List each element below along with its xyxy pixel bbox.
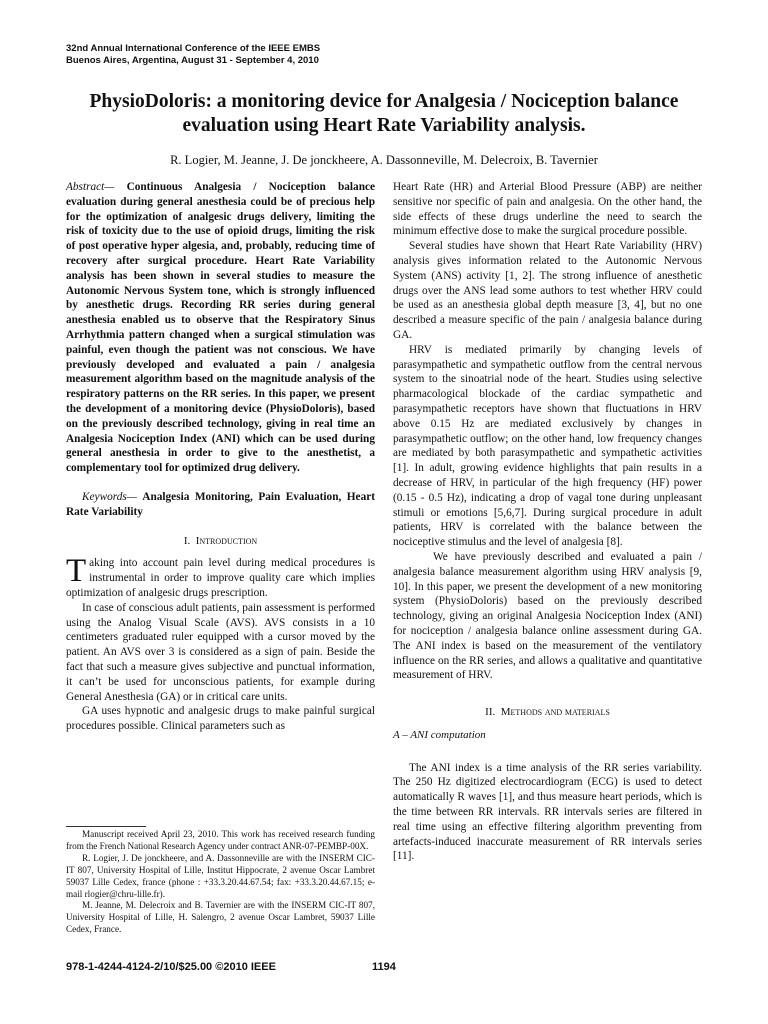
intro-paragraph-1 — [66, 553, 375, 600]
isbn-copyright: 978-1-4244-4124-2/10/$25.00 ©2010 IEEE — [66, 961, 276, 973]
right-paragraph-1: Heart Rate (HR) and Arterial Blood Pressure (ABP) are neither sensitive nor specific of pain and analgesia. On the other hand, the side effects of these drugs underline the need to search the minimum effective dose to make the surgical procedure possible. — [393, 181, 702, 238]
intro-paragraph-1-text: aking into account pain level during medical procedures is instrumental in order to improve quality care which implies optimization of analgesic drugs prescription. — [66, 557, 375, 599]
subsection-heading: A – ANI computation — [393, 728, 486, 741]
section-title: Methods and materials — [500, 706, 610, 719]
abstract — [66, 180, 375, 476]
abstract-text: Continuous Analgesia / Nociception balance evaluation during general anesthesia could be of precious help for the optimization of analgesic drugs delivery, limiting the risk of toxicity due to the use of opioid drugs, limiting the risk of post operative hyper algesia, and, probably, reducing time of recovery after surgical procedure. Heart Rate Variability analysis has been shown in several studies to measure the Autonomic Nervous System tone, which is strongly influenced by anesthetic drugs. Recording RR series during general anesthesia enabled us to observe that the Respiratory Sinus Arrhythmia pattern changed when a surgical stimulation was painful, even though the patient was not conscious. We have previously developed and evaluated a pain / analgesia measurement algorithm based on the magnitude analysis of the respiratory patterns on the RR series. In this paper, we present the development of a monitoring device (PhysioDoloris), based on the previously described technology, giving in real time an Analgesia Nociception Index (ANI) which can be used during general anesthesia in order to give to the anesthetist, a complementary tool for optimized drug delivery. — [66, 181, 376, 475]
title-line-2: evaluation using Heart Rate Variability analysis. — [182, 115, 586, 136]
intro-paragraph-3: GA uses hypnotic and analgesic drugs to make painful surgical procedures possible. Clinical parameters such as — [66, 705, 375, 733]
abstract-dash: — — [104, 181, 127, 193]
paper-title — [40, 90, 728, 138]
section-number: I. — [183, 534, 191, 547]
section-number: II. — [485, 706, 496, 719]
keywords-dash: — — [126, 490, 143, 503]
abstract-label: Abstract — [66, 181, 105, 193]
section-heading-introduction — [66, 534, 375, 549]
conference-header — [66, 43, 320, 66]
conference-name: 32nd Annual International Conference of the IEEE EMBS — [66, 43, 321, 54]
right-paragraph-3: HRV is mediated primarily by changing levels of parasympathetic and sympathetic outflow from the central nervous system to the sinoatrial node of the heart. Studies using selective pharmacological blockade of the cardiac sympathetic and parasympathetic receptors have shown that fluctuations in HRV above 0.15 Hz are mediated exclusively by changes in parasympathetic outflow; on the other hand, low frequency changes are mediated by both parasympathetic and sympathetic activities [1]. In adult, growing evidence highlights that pain results in a decrease of HRV, in particular of the high frequency (HF) power (0.15 - 0.5 Hz), indicating a drop of vagal tone during unpleasant stimuli or emotions [5,6,7]. During surgical procedure in adult patients, HRV is correlated with the balance between the nociceptive stimulus and the level of analgesia [8]. — [393, 343, 702, 549]
left-column — [66, 180, 375, 734]
keywords-text: Analgesia Monitoring, Pain Evaluation, Heart Rate Variability — [66, 490, 375, 518]
keywords-label: Keywords — [82, 490, 127, 503]
footnote-affiliation-1: R. Logier, J. De jonckheere, and A. Dassonneville are with the INSERM CIC-IT 807, University Hospital of Lille, Institut Hippocrate, 2 avenue Oscar Lambret 59037 Lille Cedex, france (phone : +33.3.20.44.67.54; fax: +33.3.20.44.67.15; e-mail rlogier@chru-lille.fr). — [66, 852, 375, 899]
footnote-manuscript: Manuscript received April 23, 2010. This work has received research funding from the French National Research Agency under contract ANR-07-PEMBP-00X. — [66, 829, 375, 851]
author-list: R. Logier, M. Jeanne, J. De jonckheere, A. Dassonneville, M. Delecroix, B. Tavernier — [170, 153, 598, 167]
footnote-affiliation-2: M. Jeanne, M. Delecroix and B. Tavernier are with the INSERM CIC-IT 807, University Hospital of Lille, H. Salengro, 2 avenue Oscar Lambret, 59037 Lille Cedex, France. — [66, 900, 375, 935]
conference-location: Buenos Aires, Argentina, August 31 - September 4, 2010 — [66, 54, 319, 66]
section-title: Introduction — [195, 534, 258, 547]
footnote — [66, 829, 375, 936]
right-paragraph-2: Several studies have shown that Heart Rate Variability (HRV) analysis gives information related to the Autonomic Nervous System (ANS) activity [1, 2]. The strong influence of anesthetic drugs over the ANS lead some authors to test whether HRV could be used as an anesthesia global depth measure [3, 4], but no one described a measure specific of the pain / analgesia balance during GA. — [393, 240, 702, 341]
right-paragraph-4: We have previously described and evaluated a pain / analgesia balance measurement algorithm using HRV analysis [9, 10]. In this paper, we present the development of a new monitoring system (PhysioDoloris) based on the previously described technology, giving an original Analgesia Nociception Index (ANI) for nociception / analgesia balance online assessment during GA. The ANI index is based on the measurement of the ventilatory influence on the RR series, and allows a qualitative and quantitative measurement of HRV. — [393, 550, 702, 682]
keywords — [66, 490, 375, 520]
page-number: 1194 — [372, 961, 396, 973]
section-heading-methods — [393, 705, 702, 720]
methods-paragraph-1: The ANI index is a time analysis of the RR series variability. The 250 Hz digitized electrocardiogram (ECG) is used to detect automatically R waves [1], and thus measure heart periods, which is the time between RR intervals. RR intervals series are filtered in real time using an effective filtering algorithm preventing from artefacts-induced inaccurate measurement of RR intervals series [11]. — [393, 761, 702, 863]
footnote-divider — [66, 826, 146, 827]
right-column — [393, 180, 702, 864]
drop-cap: T — [66, 553, 87, 590]
intro-paragraph-2: In case of conscious adult patients, pain assessment is performed using the Analog Visual Scale (AVS). AVS consists in a 10 centimeters graduated ruler equipped with a cursor moved by the patient. An AVS over 3 is considered as a sign of pain. Beside the fact that such a measure gives subjective and punctual information, it can’t be used for unconscious patients, for example during General Anesthesia (GA) or in critical care units. — [66, 601, 376, 703]
title-line-1: PhysioDoloris: a monitoring device for Analgesia / Nociception balance — [89, 91, 679, 112]
